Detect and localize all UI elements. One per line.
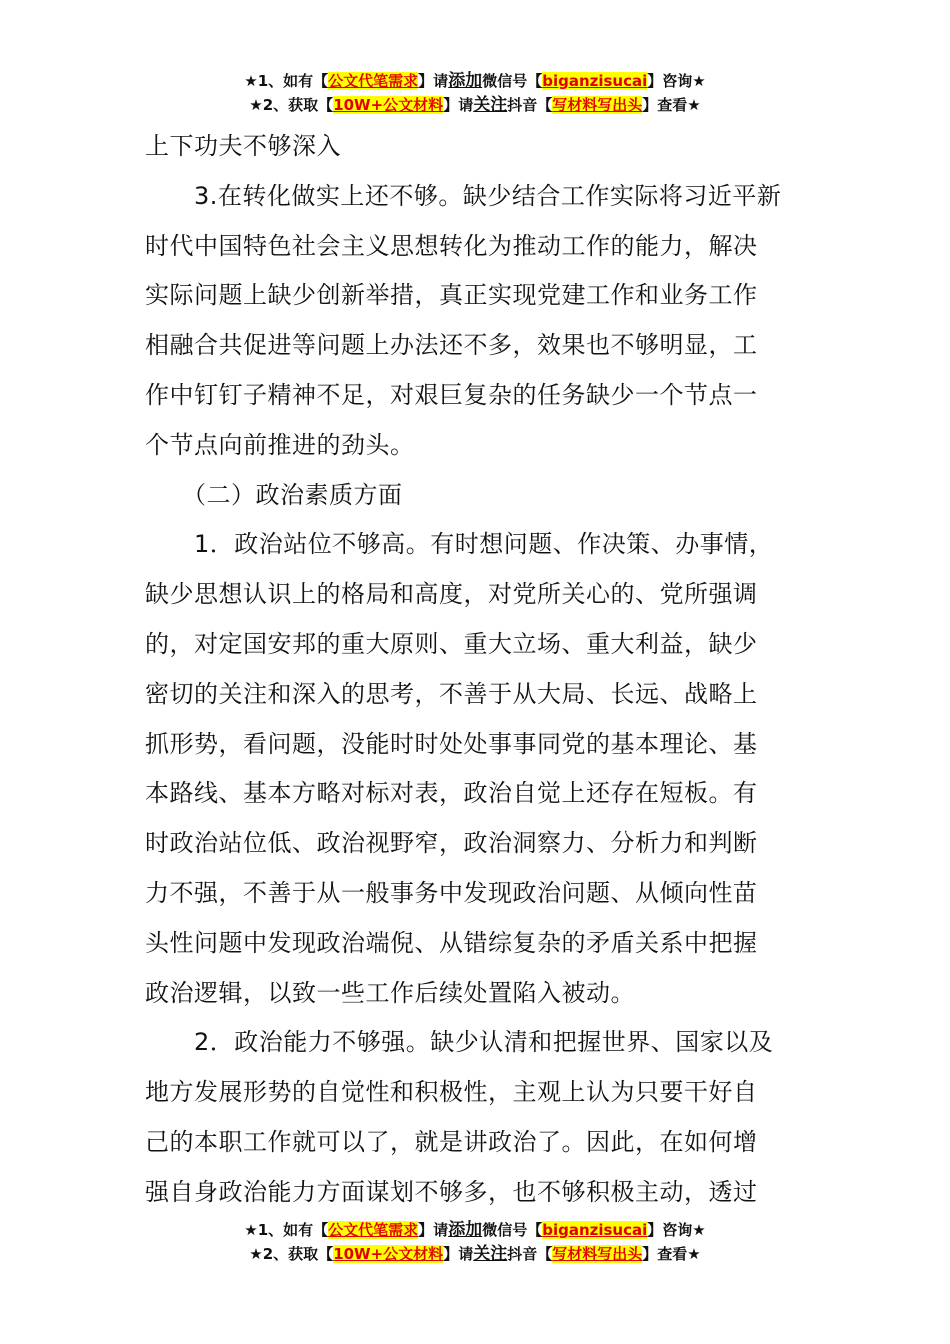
text-line: 的，对定国安邦的重大原则、重大立场、重大利益，缺少 (145, 629, 758, 658)
header-ad-line-2 (0, 93, 950, 117)
ad-text: 】请 (443, 96, 474, 114)
ad-text: 抖音【 (507, 96, 553, 114)
ad-highlight: biganzisucai (542, 1221, 648, 1239)
text-line: 本路线、基本方略对标对表，政治自觉上还存在短板。有 (145, 779, 758, 808)
text-line: 3.在转化做实上还不够。缺少结合工作实际将习近平新 (145, 181, 782, 210)
text-line: （二）政治素质方面 (145, 480, 403, 509)
ad-text: 微信号【 (482, 1221, 543, 1239)
ad-underline: 关注 (473, 95, 508, 115)
ad-underline: 添加 (448, 71, 483, 91)
text-line: 政治逻辑，以致一些工作后续处置陷入被动。 (145, 978, 635, 1007)
ad-text: ★1、如有【 (244, 1221, 329, 1239)
text-line: 力不强，不善于从一般事务中发现政治问题、从倾向性苗 (145, 878, 758, 907)
header-ad-line-1 (0, 69, 950, 93)
text-line: 个节点向前推进的劲头。 (145, 430, 415, 459)
text-line: 上下功夫不够深入 (145, 132, 341, 160)
text-line: 时政治站位低、政治视野窄，政治洞察力、分析力和判断 (145, 829, 758, 858)
ad-text: ★1、如有【 (244, 72, 329, 90)
ad-highlight: 10W+公文材料 (333, 96, 444, 114)
ad-highlight: 写材料写出头 (552, 1245, 643, 1263)
ad-underline: 关注 (473, 1244, 508, 1264)
text-line: 己的本职工作就可以了，就是讲政治了。因此，在如何增 (145, 1127, 758, 1156)
ad-text: 】请 (418, 72, 449, 90)
ad-text: 】请 (443, 1245, 474, 1263)
ad-text: ★2、获取【 (249, 1245, 334, 1263)
text-line: 实际问题上缺少创新举措，真正实现党建工作和业务工作 (145, 281, 758, 310)
ad-highlight: biganzisucai (542, 72, 648, 90)
text-line: 时代中国特色社会主义思想转化为推动工作的能力，解决 (145, 231, 758, 260)
ad-text: 】咨询★ (647, 72, 706, 90)
text-line: 2．政治能力不够强。缺少认清和把握世界、国家以及 (145, 1028, 774, 1057)
ad-text: 微信号【 (482, 72, 543, 90)
document-body (145, 126, 825, 1222)
text-line: 相融合共促进等问题上办法还不多，效果也不够明显，工 (145, 331, 758, 360)
text-line: 抓形势，看问题，没能时时处处事事同党的基本理论、基 (145, 729, 758, 758)
ad-highlight: 写材料写出头 (552, 96, 643, 114)
ad-highlight: 10W+公文材料 (333, 1245, 444, 1263)
ad-text: 】咨询★ (647, 1221, 706, 1239)
ad-text: 抖音【 (507, 1245, 553, 1263)
ad-text: 】查看★ (642, 96, 701, 114)
footer-ad-line-2 (0, 1242, 950, 1266)
text-line: 1．政治站位不够高。有时想问题、作决策、办事情， (145, 530, 774, 559)
ad-highlight: 公文代笔需求 (328, 72, 419, 90)
ad-underline: 添加 (448, 1220, 483, 1240)
ad-text: 】请 (418, 1221, 449, 1239)
text-line: 地方发展形势的自觉性和积极性，主观上认为只要干好自 (145, 1078, 758, 1107)
footer-ad-line-1 (0, 1218, 950, 1242)
text-line: 密切的关注和深入的思考，不善于从大局、长远、战略上 (145, 679, 758, 708)
ad-text: 】查看★ (642, 1245, 701, 1263)
ad-highlight: 公文代笔需求 (328, 1221, 419, 1239)
text-line: 作中钉钉子精神不足，对艰巨复杂的任务缺少一个节点一 (145, 380, 758, 409)
text-line: 强自身政治能力方面谋划不够多，也不够积极主动，透过 (145, 1177, 758, 1206)
text-line: 缺少思想认识上的格局和高度，对党所关心的、党所强调 (145, 580, 758, 609)
text-line: 头性问题中发现政治端倪、从错综复杂的矛盾关系中把握 (145, 928, 758, 957)
ad-text: ★2、获取【 (249, 96, 334, 114)
